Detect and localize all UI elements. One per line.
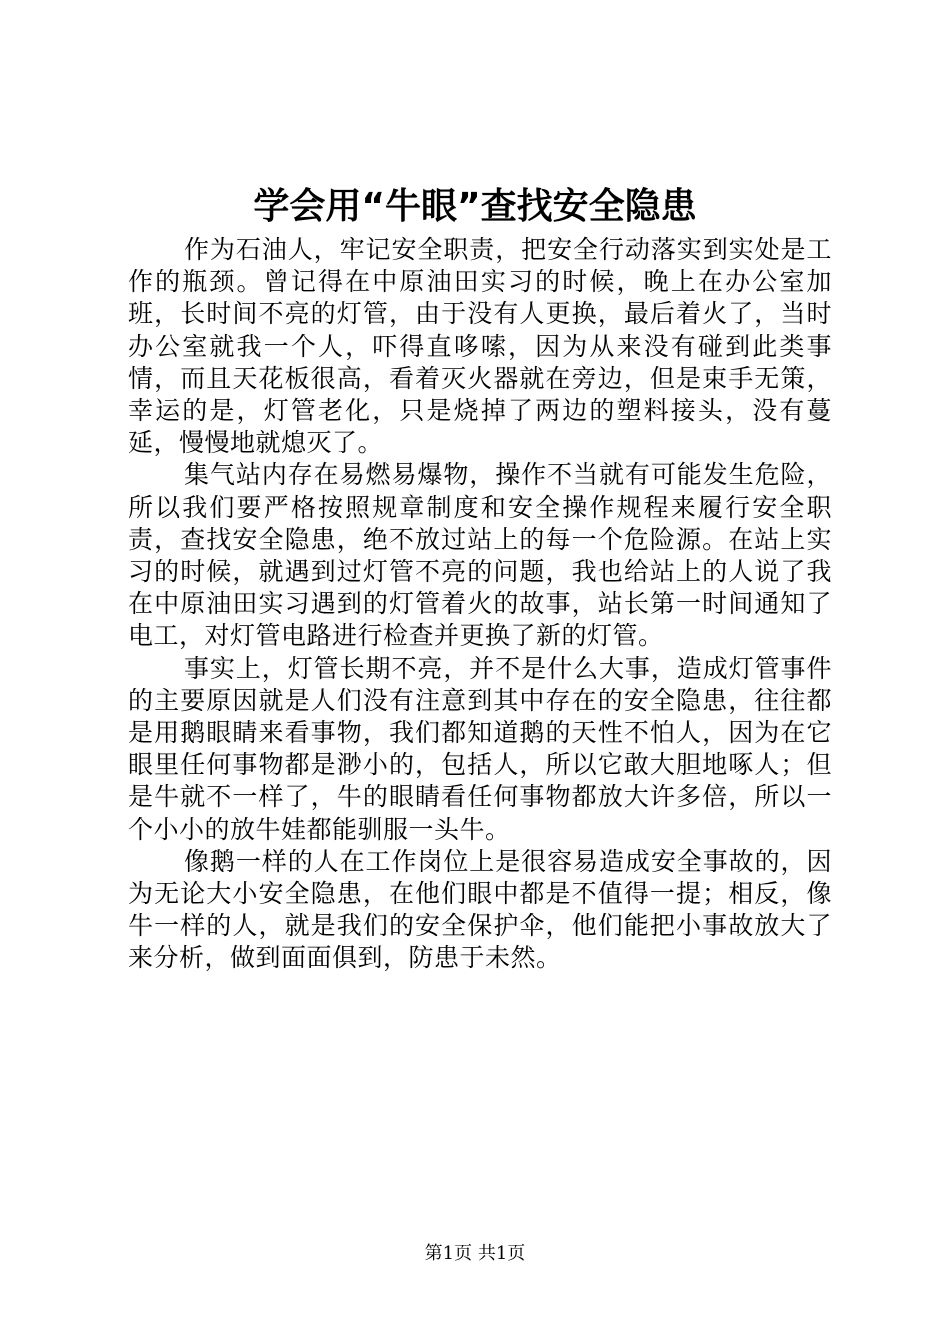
paragraph: 像鹅一样的人在工作岗位上是很容易造成安全事故的，因为无论大小安全隐患，在他们眼中都是不值得一提；相反，像牛一样的人，就是我们的安全保护伞，他们能把小事故放大了来分析，做到面面俱到，防患于未然。 xyxy=(128,846,832,973)
page-number-footer: 第1页 共1页 xyxy=(424,1243,526,1264)
paragraph: 集气站内存在易燃易爆物，操作不当就有可能发生危险，所以我们要严格按照规章制度和安全操作规程来履行安全职责，查找安全隐患，绝不放过站上的每一个危险源。在站上实习的时候，就遇到过灯管不亮的问题，我也给站上的人说了我在中原油田实习遇到的灯管着火的故事，站长第一时间通知了电工，对灯管电路进行检查并更换了新的灯管。 xyxy=(128,460,832,651)
document-title: 学会用“牛眼”查找安全隐患 xyxy=(253,186,697,227)
paragraph: 事实上，灯管长期不亮，并不是什么大事，造成灯管事件的主要原因就是人们没有注意到其中存在的安全隐患，往往都是用鹅眼睛来看事物，我们都知道鹅的天性不怕人，因为在它眼里任何事物都是渺小的，包括人，所以它敢大胆地啄人；但是牛就不一样了，牛的眼睛看任何事物都放大许多倍，所以一个小小的放牛娃都能驯服一头牛。 xyxy=(128,653,832,844)
paragraph: 作为石油人，牢记安全职责，把安全行动落实到实处是工作的瓶颈。曾记得在中原油田实习的时候，晚上在办公室加班，长时间不亮的灯管，由于没有人更换，最后着火了，当时办公室就我一个人，吓得直哆嗦，因为从来没有碰到此类事情，而且天花板很高，看着灭火器就在旁边，但是束手无策，幸运的是，灯管老化，只是烧掉了两边的塑料接头，没有蔓延，慢慢地就熄灭了。 xyxy=(128,235,832,458)
document-body xyxy=(128,234,832,975)
